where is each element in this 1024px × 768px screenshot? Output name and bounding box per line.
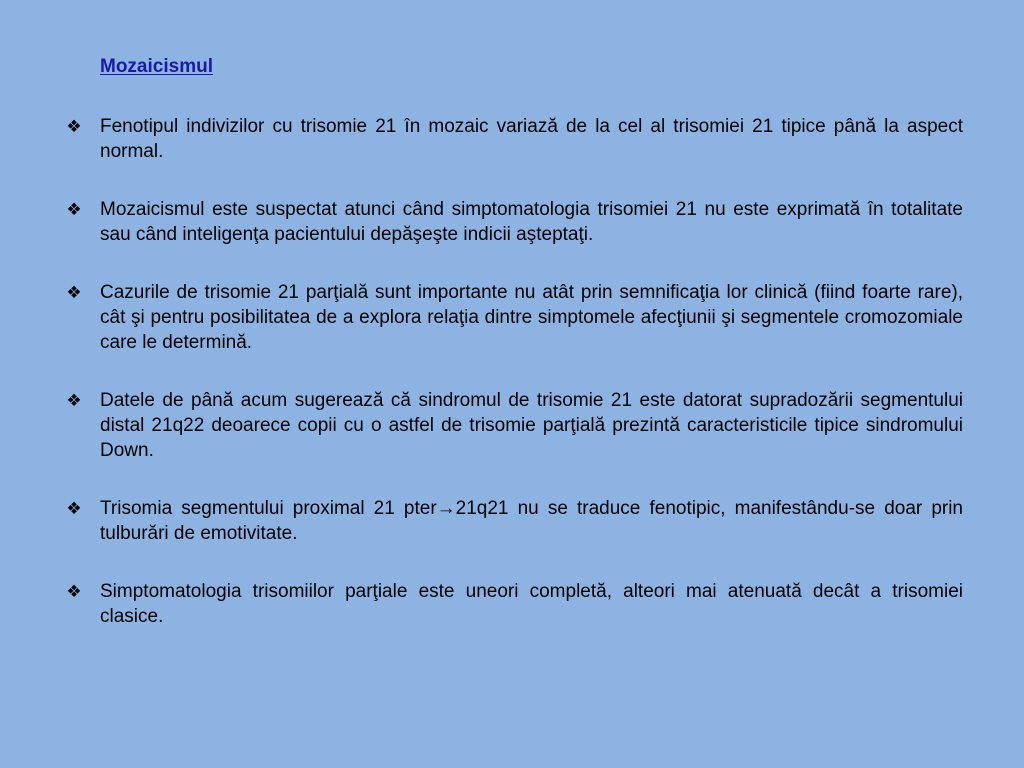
bullet-text: Fenotipul indivizilor cu trisomie 21 în mozaic variază de la cel al trisomiei 21 tipice până la aspect normal.	[100, 116, 963, 162]
bullet-text: Datele de până acum sugerează că sindromul de trisomie 21 este datorat supradozării segmentului distal 21q22 deoarece copii cu o astfel de trisomie parţială prezintă caracteristicile tipice sindromului Down.	[100, 390, 963, 461]
bullet-text: Simptomatologia trisomiilor parţiale este uneori completă, alteori mai atenuată decât a trisomiei clasice.	[100, 581, 963, 627]
bullet-item	[64, 496, 963, 546]
diamond-bullet-icon: ❖	[66, 200, 82, 219]
bullet-item	[64, 280, 963, 355]
diamond-bullet-icon: ❖	[66, 283, 82, 302]
diamond-bullet-icon: ❖	[66, 499, 82, 518]
bullet-item	[64, 388, 963, 463]
diamond-bullet-icon: ❖	[66, 391, 82, 410]
bullet-item	[64, 197, 963, 247]
diamond-bullet-icon: ❖	[66, 582, 82, 601]
slide-title: Mozaicismul	[100, 56, 213, 77]
bullet-item	[64, 114, 963, 164]
bullet-list	[64, 114, 963, 662]
bullet-text: Cazurile de trisomie 21 parţială sunt importante nu atât prin semnificaţia lor clinică (fiind foarte rare), cât şi pentru posibilitatea de a explora relaţia dintre simptomele afecţiunii şi segmentele cromozomiale care le determină.	[100, 282, 963, 353]
bullet-item	[64, 579, 963, 629]
bullet-text: Trisomia segmentului proximal 21 pter→21q21 nu se traduce fenotipic, manifestându-se doar prin tulburări de emotivitate.	[100, 498, 963, 544]
diamond-bullet-icon: ❖	[66, 117, 82, 136]
bullet-text: Mozaicismul este suspectat atunci când simptomatologia trisomiei 21 nu este exprimată în totalitate sau când inteligenţa pacientului depăşeşte indicii aşteptaţi.	[100, 199, 963, 245]
